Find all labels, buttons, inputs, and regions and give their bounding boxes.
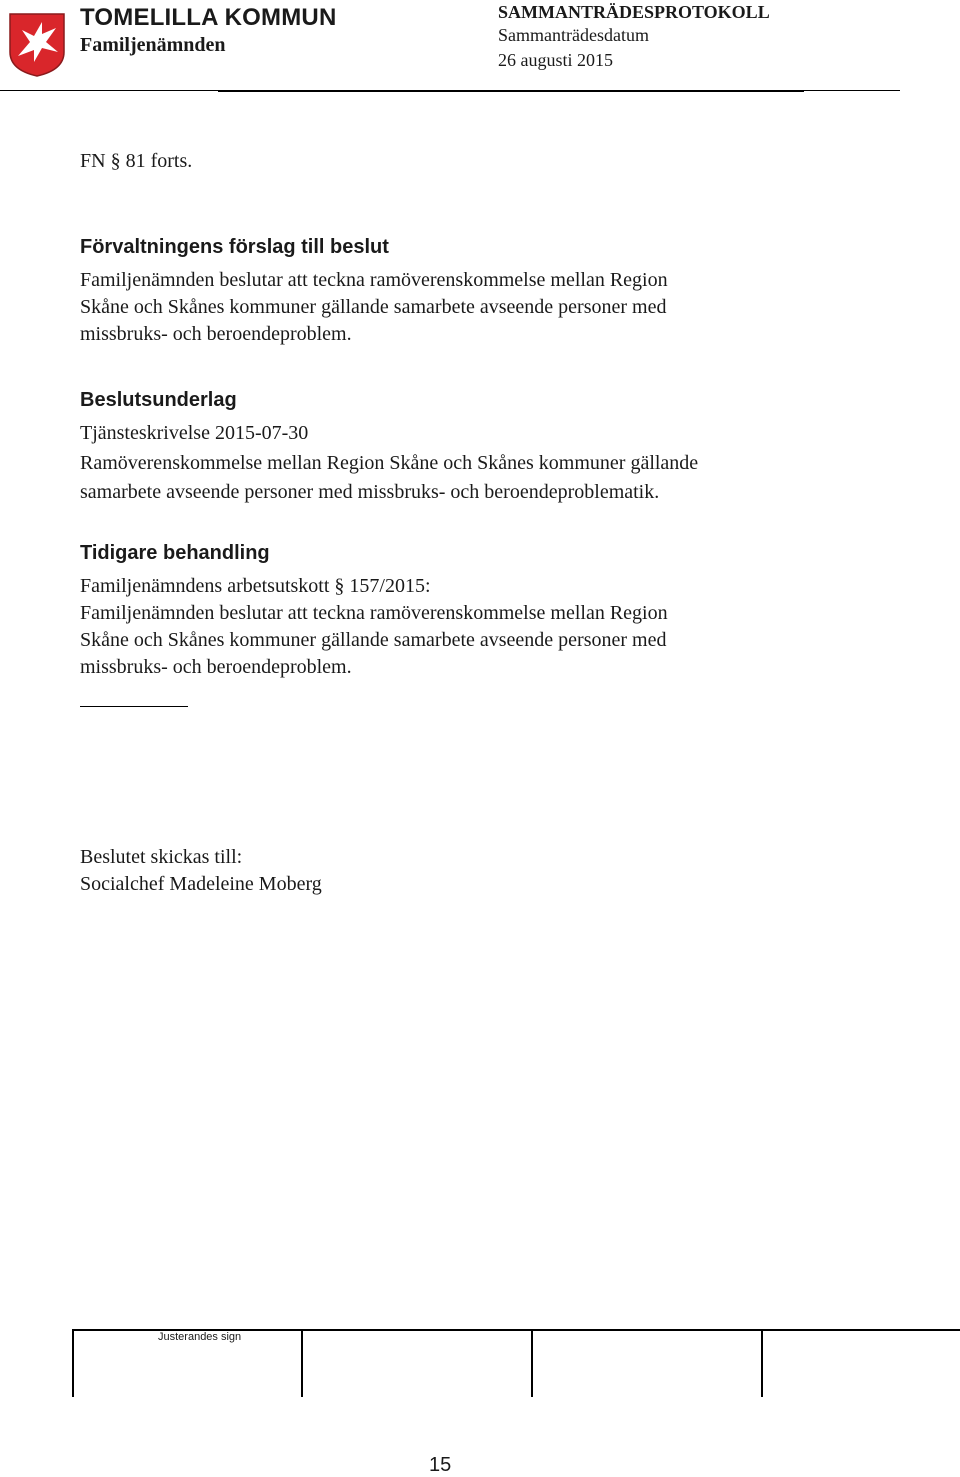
header-divider-accent <box>218 90 804 92</box>
signature-box-divider <box>531 1331 533 1397</box>
section-heading-basis: Beslutsunderlag <box>80 389 237 411</box>
paragraph-reference: FN § 81 forts. <box>80 150 193 172</box>
end-of-paragraph-rule <box>80 706 188 707</box>
document-type: SAMMANTRÄDESPROTOKOLL <box>498 2 770 22</box>
section-heading-prior-handling: Tidigare behandling <box>80 542 270 564</box>
section-heading-proposal: Förvaltningens förslag till beslut <box>80 236 389 258</box>
meeting-date: 26 augusti 2015 <box>498 50 613 70</box>
recipients-label: Beslutet skickas till: <box>80 846 243 868</box>
organization-name: TOMELILLA KOMMUN <box>80 4 337 31</box>
section-line: samarbete avseende personer med missbruks- och beroendeproblematik. <box>80 481 660 503</box>
section-line: Familjenämnden beslutar att teckna ramöverenskommelse mellan Region <box>80 269 668 291</box>
signature-label: Justerandes sign <box>158 1331 242 1343</box>
section-line: Skåne och Skånes kommuner gällande samarbete avseende personer med <box>80 629 667 651</box>
meeting-date-label: Sammanträdesdatum <box>498 25 649 45</box>
section-line: missbruks- och beroendeproblem. <box>80 323 352 345</box>
recipient-item: Socialchef Madeleine Moberg <box>80 873 322 895</box>
section-line: missbruks- och beroendeproblem. <box>80 656 352 678</box>
board-name: Familjenämnden <box>80 34 226 56</box>
section-line: Familjenämnden beslutar att teckna ramöverenskommelse mellan Region <box>80 602 668 624</box>
signature-box-divider <box>761 1331 763 1397</box>
section-line: Tjänsteskrivelse 2015-07-30 <box>80 422 309 444</box>
signature-box-divider <box>72 1331 74 1397</box>
municipal-coat-of-arms-icon <box>8 12 66 78</box>
section-line: Ramöverenskommelse mellan Region Skåne och Skånes kommuner gällande <box>80 452 699 474</box>
page-number: 15 <box>429 1454 452 1476</box>
section-line: Skåne och Skånes kommuner gällande samarbete avseende personer med <box>80 296 667 318</box>
signature-box-divider <box>301 1331 303 1397</box>
section-line: Familjenämndens arbetsutskott § 157/2015: <box>80 575 431 597</box>
